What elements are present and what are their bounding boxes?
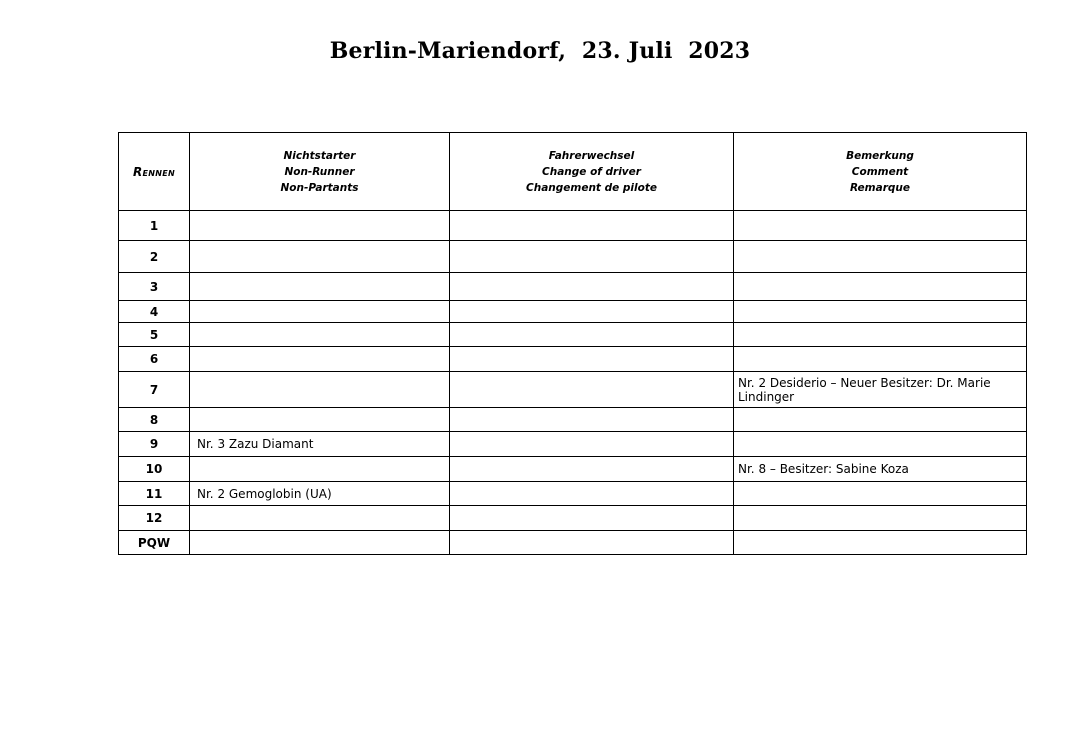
comment-cell <box>734 273 1027 301</box>
table-row <box>119 506 1027 531</box>
nonrunner-cell <box>190 457 450 482</box>
nonrunner-cell: Nr. 3 Zazu Diamant <box>190 432 450 457</box>
nonrunner-cell <box>190 241 450 273</box>
header-nichtstarter-en: Non-Runner <box>284 165 355 178</box>
nonrunner-cell <box>190 301 450 323</box>
driver-change-cell <box>450 211 734 241</box>
table-row <box>119 273 1027 301</box>
driver-change-cell <box>450 457 734 482</box>
driver-change-cell <box>450 301 734 323</box>
header-bemerkung <box>734 133 1027 211</box>
race-number: 12 <box>119 506 190 531</box>
comment-cell: Nr. 8 – Besitzer: Sabine Koza <box>734 457 1027 482</box>
comment-cell <box>734 506 1027 531</box>
nonrunner-cell: Nr. 2 Gemoglobin (UA) <box>190 482 450 506</box>
nonrunner-cell <box>190 273 450 301</box>
header-bemerkung-de: Bemerkung <box>846 149 914 162</box>
header-nichtstarter <box>190 133 450 211</box>
nonrunner-cell <box>190 323 450 347</box>
nonrunner-cell <box>190 211 450 241</box>
comment-cell <box>734 482 1027 506</box>
header-nichtstarter-fr: Non-Partants <box>280 181 359 194</box>
table-row <box>119 241 1027 273</box>
header-row <box>119 133 1027 211</box>
driver-change-cell <box>450 432 734 457</box>
header-fahrerwechsel <box>450 133 734 211</box>
race-number: 9 <box>119 432 190 457</box>
driver-change-cell <box>450 506 734 531</box>
comment-cell <box>734 347 1027 372</box>
race-number: 8 <box>119 408 190 432</box>
comment-cell <box>734 211 1027 241</box>
comment-cell <box>734 531 1027 555</box>
comment-cell <box>734 432 1027 457</box>
comment-cell: Nr. 2 Desiderio – Neuer Besitzer: Dr. Marie Lindinger <box>734 372 1027 408</box>
driver-change-cell <box>450 408 734 432</box>
nonrunner-cell <box>190 531 450 555</box>
race-number: 1 <box>119 211 190 241</box>
race-changes-table <box>118 132 1027 555</box>
race-number: 7 <box>119 372 190 408</box>
table-row <box>119 211 1027 241</box>
race-number: 2 <box>119 241 190 273</box>
header-fahrerwechsel-en: Change of driver <box>542 165 641 178</box>
race-number: PQW <box>119 531 190 555</box>
race-number: 5 <box>119 323 190 347</box>
header-fahrerwechsel-fr: Changement de pilote <box>526 181 657 194</box>
header-bemerkung-fr: Remarque <box>849 181 910 194</box>
header-rennen: Rennen <box>119 133 190 211</box>
nonrunner-cell <box>190 408 450 432</box>
document-title: Berlin-Mariendorf, 23. Juli 2023 <box>329 38 751 64</box>
driver-change-cell <box>450 531 734 555</box>
race-number: 11 <box>119 482 190 506</box>
driver-change-cell <box>450 323 734 347</box>
comment-cell <box>734 323 1027 347</box>
table-row <box>119 372 1027 408</box>
race-number: 3 <box>119 273 190 301</box>
table-row <box>119 531 1027 555</box>
header-nichtstarter-de: Nichtstarter <box>283 149 356 162</box>
nonrunner-cell <box>190 506 450 531</box>
driver-change-cell <box>450 372 734 408</box>
table-row <box>119 457 1027 482</box>
race-number: 6 <box>119 347 190 372</box>
comment-cell <box>734 408 1027 432</box>
header-bemerkung-en: Comment <box>851 165 909 178</box>
nonrunner-cell <box>190 347 450 372</box>
driver-change-cell <box>450 347 734 372</box>
driver-change-cell <box>450 482 734 506</box>
table-row <box>119 432 1027 457</box>
comment-cell <box>734 301 1027 323</box>
table-row <box>119 301 1027 323</box>
header-fahrerwechsel-de: Fahrerwechsel <box>548 149 635 162</box>
table-row <box>119 323 1027 347</box>
race-number: 10 <box>119 457 190 482</box>
nonrunner-cell <box>190 372 450 408</box>
table-row <box>119 347 1027 372</box>
race-number: 4 <box>119 301 190 323</box>
comment-cell <box>734 241 1027 273</box>
table-row <box>119 408 1027 432</box>
table-row <box>119 482 1027 506</box>
driver-change-cell <box>450 273 734 301</box>
driver-change-cell <box>450 241 734 273</box>
